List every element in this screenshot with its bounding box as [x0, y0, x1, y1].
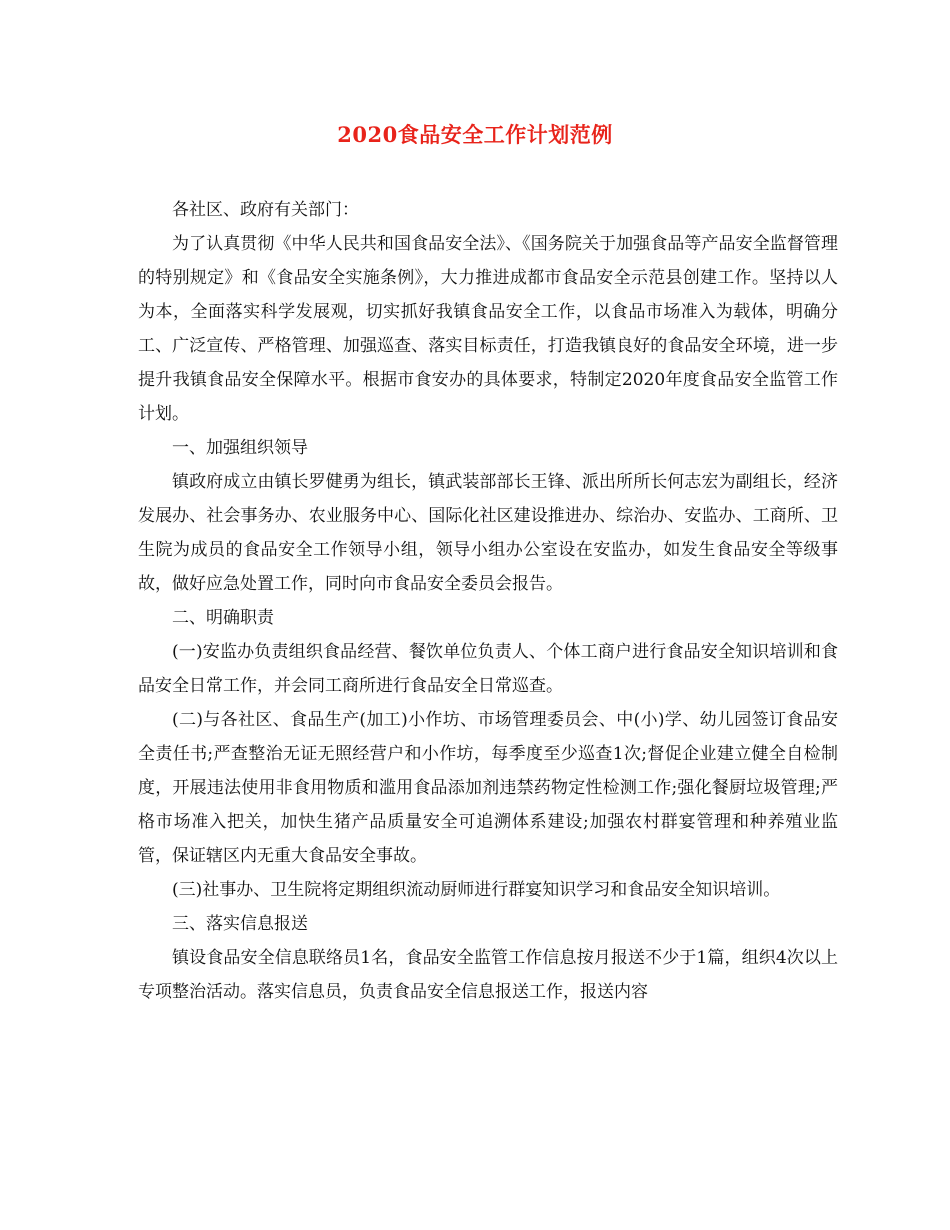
intro-paragraph: 为了认真贯彻《中华人民共和国食品安全法》、《国务院关于加强食品等产品安全监督管理的特别规定》和《食品安全实施条例》，大力推进成都市食品安全示范县创建工作。坚持以人为本，全面落实科学发展观，切实抓好我镇食品安全工作，以食品市场准入为载体，明确分工、广泛宣传、严格管理、加强巡查、落实目标责任，打造我镇良好的食品安全环境，进一步提升我镇食品安全保障水平。根据市食安办的具体要求，特制定2020年度食品安全监管工作计划。: [138, 234, 838, 424]
duty-item-3: (三)社事办、卫生院将定期组织流动厨师进行群宴知识学习和食品安全知识培训。: [172, 880, 781, 900]
section-heading-3: 三、落实信息报送: [172, 914, 308, 934]
section-3-paragraph: 镇设食品安全信息联络员1名，食品安全监管工作信息按月报送不少于1篇，组织4次以上专项整治活动。落实信息员，负责食品安全信息报送工作，报送内容: [138, 948, 838, 1002]
duty-item-1: (一)安监办负责组织食品经营、餐饮单位负责人、个体工商户进行食品安全知识培训和食品安全日常工作，并会同工商所进行食品安全日常巡查。: [138, 642, 838, 696]
document-body: [138, 193, 838, 1009]
duty-item-2: (二)与各社区、食品生产(加工)小作坊、市场管理委员会、中(小)学、幼儿园签订食品安全责任书;严查整治无证无照经营户和小作坊，每季度至少巡查1次;督促企业建立健全自检制度，开展违法使用非食用物质和滥用食品添加剂违禁药物定性检测工作;强化餐厨垃圾管理;严格市场准入把关，加快生猪产品质量安全可追溯体系建设;加强农村群宴管理和种养殖业监管，保证辖区内无重大食品安全事故。: [138, 710, 838, 866]
document-title: 2020食品安全工作计划范例: [337, 122, 613, 147]
section-heading-2: 二、明确职责: [172, 608, 274, 628]
section-heading-1: 一、加强组织领导: [172, 438, 308, 458]
salutation-paragraph: 各社区、政府有关部门：: [172, 200, 359, 220]
section-1-paragraph: 镇政府成立由镇长罗健勇为组长，镇武装部部长王锋、派出所所长何志宏为副组长，经济发展办、社会事务办、农业服务中心、国际化社区建设推进办、综治办、安监办、工商所、卫生院为成员的食品安全工作领导小组，领导小组办公室设在安监办，如发生食品安全等级事故，做好应急处置工作，同时向市食品安全委员会报告。: [138, 472, 838, 594]
